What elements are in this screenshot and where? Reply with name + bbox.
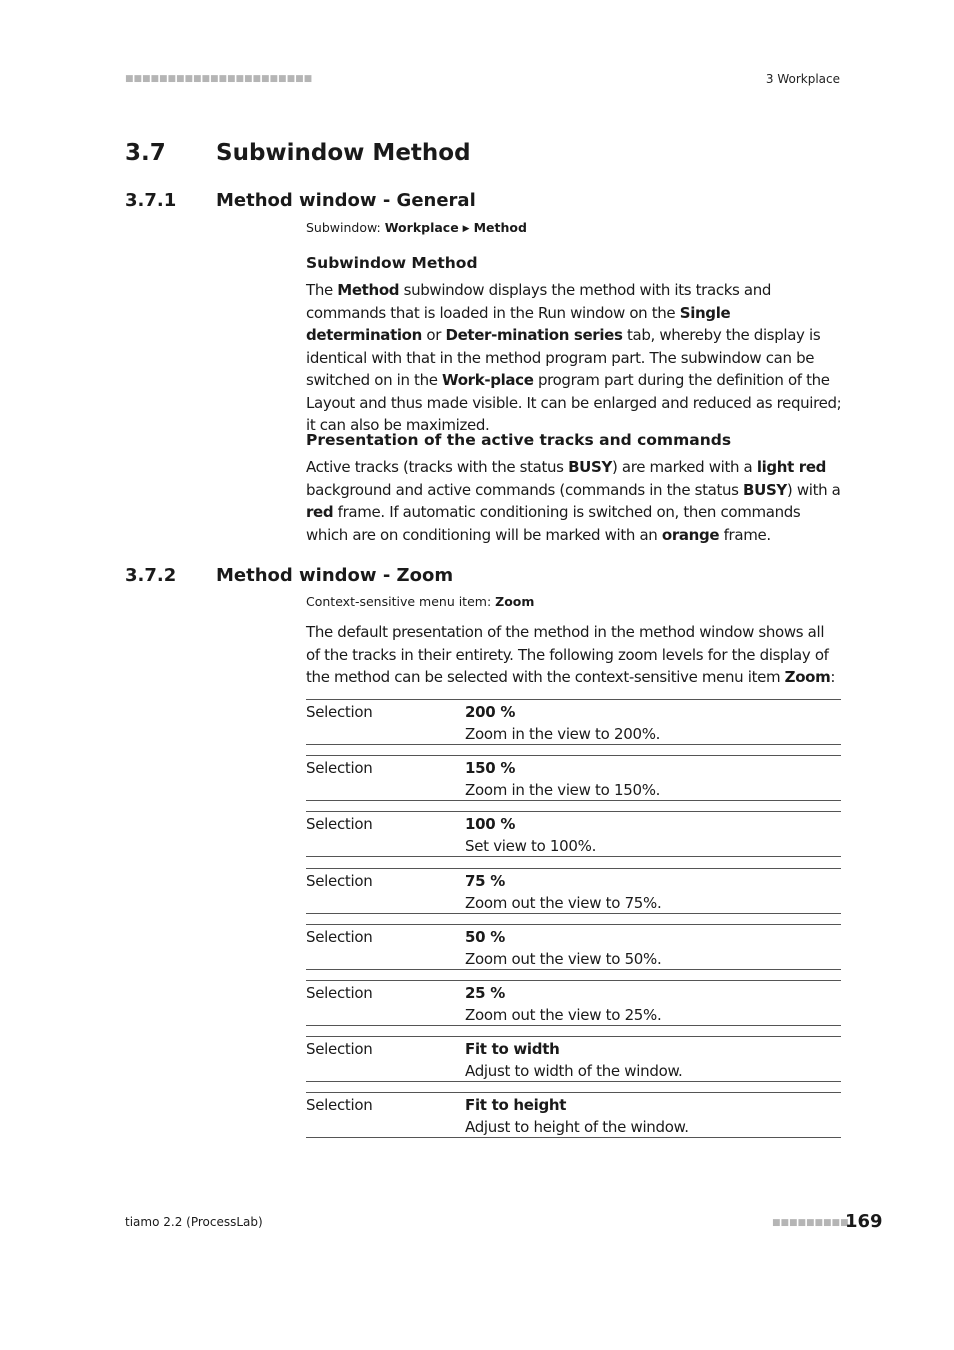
row-label: Selection	[306, 1096, 373, 1115]
row-content	[465, 982, 661, 1026]
running-header-title: 3 Workplace	[765, 72, 840, 86]
bold-text: Single determination	[306, 303, 731, 344]
text: ) with a	[786, 480, 841, 499]
row-label: Selection	[306, 703, 373, 721]
text: :	[830, 668, 836, 686]
row-description: Set view to 100%.	[465, 837, 597, 856]
section-heading	[125, 140, 471, 166]
bold-text: red	[306, 503, 334, 521]
text: background and active commands (commands in the status	[306, 480, 744, 499]
subsection-title: Method window - General	[216, 190, 476, 211]
text: The	[306, 281, 338, 299]
text: The default presentation of the method in the method window shows all of the tracks in their entirety. The following zoom levels for the display of the method can be selected with the context-sensitive menu item	[306, 623, 829, 686]
page-number: 169	[845, 1211, 883, 1232]
row-content	[465, 813, 596, 857]
footer-decoration: ■■■■■■■■■	[772, 1218, 849, 1228]
row-value: 100 %	[465, 815, 516, 834]
heading-presentation: Presentation of the active tracks and commands	[306, 431, 732, 449]
row-description: Adjust to height of the window.	[465, 1118, 689, 1137]
row-description: Zoom out the view to 50%.	[465, 949, 662, 968]
menu-path	[306, 593, 842, 611]
bold-text: Work-place	[442, 371, 534, 389]
row-description: Zoom out the view to 25%.	[465, 1005, 662, 1024]
table-row	[306, 1036, 841, 1092]
heading-subwindow-method: Subwindow Method	[306, 254, 478, 272]
row-value: 50 %	[465, 927, 505, 946]
row-value: Fit to height	[465, 1096, 567, 1115]
text: frame. If automatic conditioning is switched on, then commands which are on conditioning will be marked with an	[306, 503, 801, 544]
bold-text: BUSY	[568, 458, 612, 476]
row-content	[465, 701, 660, 745]
bold-text: Deter-mination series	[445, 326, 623, 344]
path-prefix: Context-sensitive menu item:	[306, 594, 496, 609]
text: program part during the definition of the Layout and thus made visible. It can be enlarged and reduced as required; it can also be maximized.	[306, 371, 842, 434]
row-content	[465, 1094, 689, 1138]
subsection-number: 3.7.1	[125, 190, 177, 211]
bold-text: orange	[661, 525, 720, 544]
table-row	[306, 980, 841, 1036]
subsection-heading-zoom	[125, 565, 453, 586]
row-label: Selection	[306, 1040, 373, 1059]
row-value: 25 %	[465, 983, 505, 1002]
row-content	[465, 870, 661, 914]
bold-text: BUSY	[743, 480, 787, 499]
row-value: 75 %	[465, 871, 505, 890]
row-content	[465, 1038, 683, 1082]
section-title: Subwindow Method	[216, 140, 471, 166]
section-number: 3.7	[125, 140, 166, 166]
text: subwindow displays the method with its tracks and commands that is loaded in the Run window on the	[306, 281, 772, 322]
row-label: Selection	[306, 815, 373, 834]
paragraph-zoom-intro	[306, 621, 842, 689]
footer-product: tiamo 2.2 (ProcessLab)	[125, 1215, 263, 1229]
bold-text: light red	[756, 458, 827, 476]
row-content	[465, 926, 661, 970]
table-row	[306, 924, 841, 980]
table-row	[306, 1092, 841, 1148]
text: frame.	[719, 525, 771, 544]
row-description: Adjust to width of the window.	[465, 1062, 683, 1081]
subsection-heading-general	[125, 190, 476, 211]
bold-text: Zoom	[784, 668, 831, 686]
subsection-title: Method window - Zoom	[216, 565, 454, 586]
row-value: 200 %	[465, 703, 516, 721]
zoom-levels-table	[306, 699, 841, 1149]
row-value: 150 %	[465, 759, 516, 778]
row-content	[465, 757, 660, 801]
paragraph-subwindow-description	[306, 279, 842, 437]
row-description: Zoom in the view to 150%.	[465, 781, 661, 800]
table-row	[306, 811, 841, 867]
paragraph-presentation	[306, 456, 842, 546]
path-method: Method	[473, 220, 527, 235]
table-row	[306, 699, 841, 755]
bold-text: Method	[337, 281, 400, 299]
subsection-number: 3.7.2	[125, 565, 177, 586]
row-label: Selection	[306, 927, 373, 946]
row-label: Selection	[306, 759, 373, 778]
row-value: Fit to width	[465, 1040, 560, 1059]
path-arrow-icon: ▶	[462, 224, 470, 234]
row-description: Zoom out the view to 75%.	[465, 893, 662, 912]
text: Active tracks (tracks with the status	[306, 458, 569, 476]
path-workplace: Workplace	[384, 220, 459, 235]
text: ) are marked with a	[611, 458, 757, 476]
header-decoration: ■■■■■■■■■■■■■■■■■■■■■■	[125, 74, 313, 84]
navigation-path	[306, 219, 842, 239]
text: tab, whereby the display is identical with that in the method program part. The subwindow can be switched on in the	[306, 326, 821, 389]
row-label: Selection	[306, 983, 373, 1002]
text: or	[421, 326, 446, 344]
row-label: Selection	[306, 871, 373, 890]
path-zoom: Zoom	[495, 594, 535, 609]
row-description: Zoom in the view to 200%.	[465, 725, 661, 743]
table-row	[306, 868, 841, 924]
path-prefix: Subwindow:	[306, 220, 385, 235]
table-row	[306, 755, 841, 811]
